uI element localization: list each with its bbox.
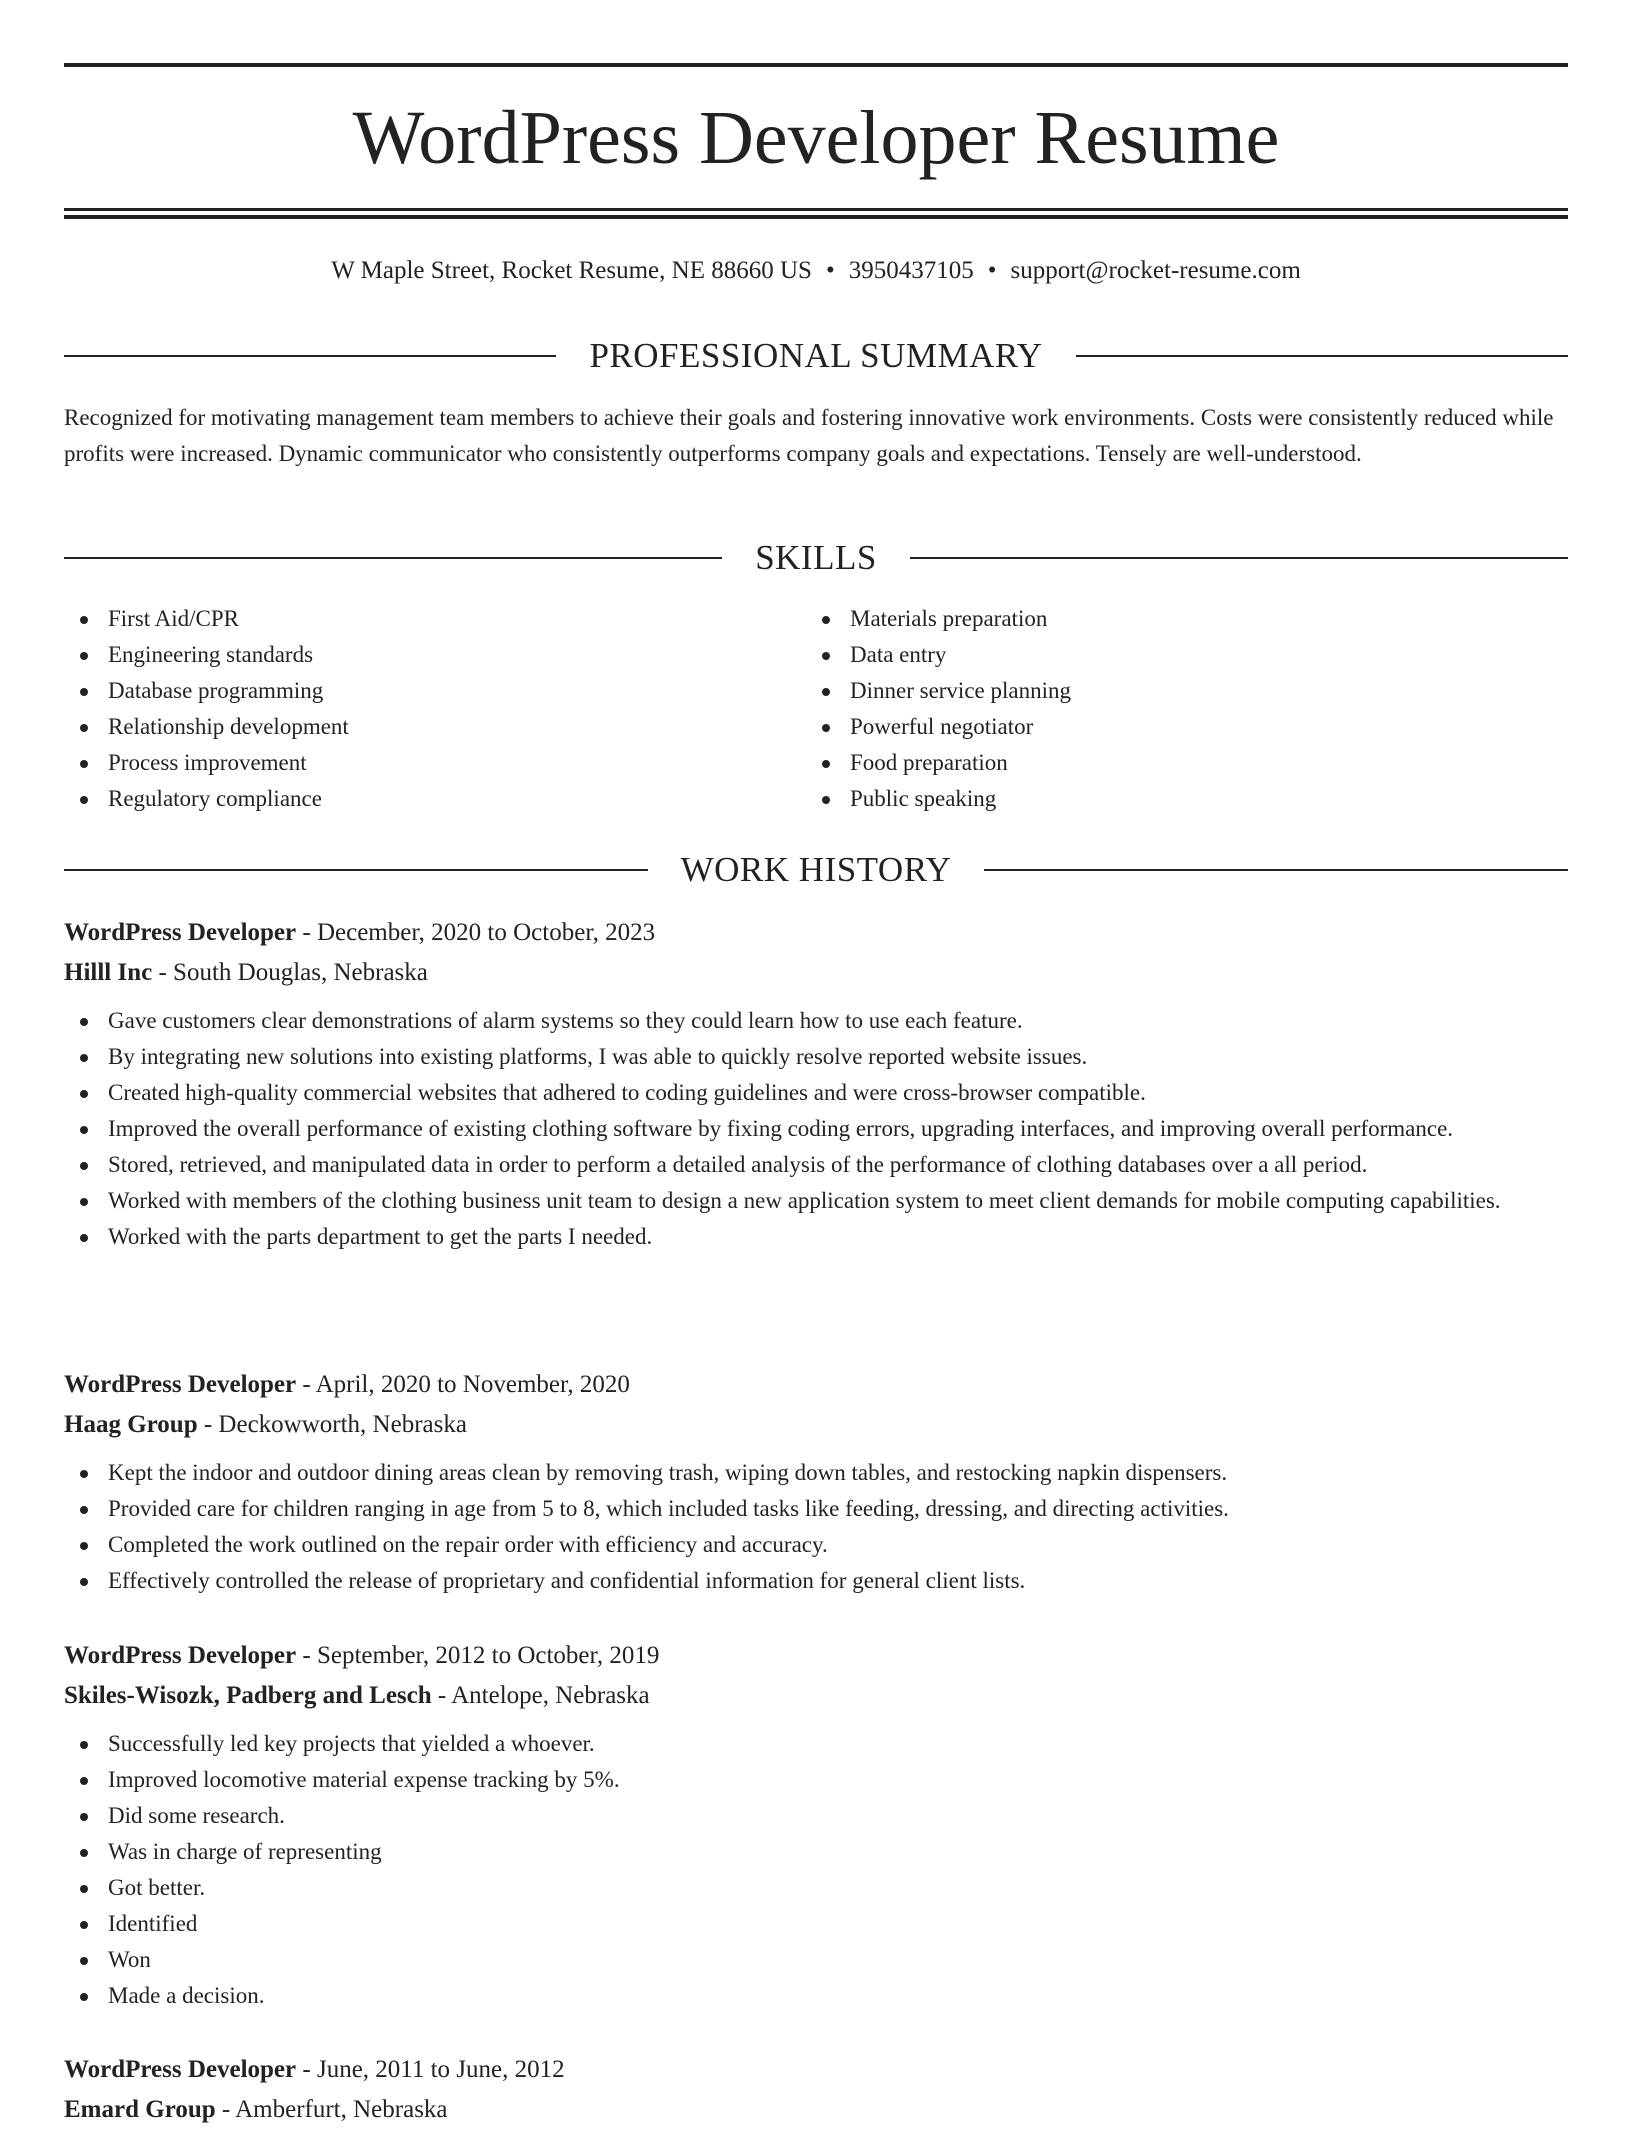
heading-rule-left: [64, 355, 556, 357]
job-title-line: [64, 1636, 1568, 1676]
contact-line: [64, 254, 1568, 288]
summary-paragraph: Recognized for motivating management team members to achieve their goals and fostering innovative work environments. Costs were consistently reduced while profits were increased. Dynamic communicator who consistently outperforms company goals and expectations. Tensely are well-understood.: [64, 405, 1554, 466]
contact-phone: 3950437105: [848, 257, 974, 284]
section-heading-work: [64, 848, 1568, 892]
job-location: - South Douglas, Nebraska: [152, 959, 428, 986]
job-bullet: Provided care for children ranging in age from 5 to 8, which included tasks like feeding, dressing, and directing activities.: [64, 1491, 1568, 1527]
job-bullet: Identified: [64, 1906, 1568, 1942]
skills-list-right: [806, 601, 1506, 817]
job-company-line: [64, 1676, 1568, 1716]
job-bullets: [64, 1455, 1568, 1599]
section-title-skills: SKILLS: [755, 538, 877, 577]
job-role: WordPress Developer: [64, 919, 297, 946]
skill-item: Public speaking: [806, 781, 1506, 817]
skill-item: Process improvement: [64, 745, 764, 781]
job-dates: - June, 2011 to June, 2012: [296, 2056, 565, 2083]
job-bullets: [64, 1003, 1568, 1255]
job-bullet: Got better.: [64, 1870, 1568, 1906]
job-bullet: Successfully led key projects that yielded a whoever.: [64, 1726, 1568, 1762]
job-dates: - December, 2020 to October, 2023: [296, 919, 656, 946]
skill-item: Engineering standards: [64, 637, 764, 673]
job-bullet: Worked with the parts department to get the parts I needed.: [64, 1219, 1568, 1255]
job-role: WordPress Developer: [64, 2056, 297, 2083]
contact-address: W Maple Street, Rocket Resume, NE 88660 US: [331, 257, 812, 284]
job-bullet: Created high-quality commercial websites that adhered to coding guidelines and were cross-browser compatible.: [64, 1075, 1568, 1111]
job-bullet: Was in charge of representing: [64, 1834, 1568, 1870]
job-role: WordPress Developer: [64, 1371, 297, 1398]
job-location: - Antelope, Nebraska: [431, 1682, 650, 1709]
job-bullet: Won: [64, 1942, 1568, 1978]
job-entry: [64, 1365, 1568, 1599]
contact-separator: •: [987, 257, 997, 284]
section-heading-summary: [64, 334, 1568, 378]
skill-item: Data entry: [806, 637, 1506, 673]
title-rule-lower: [64, 215, 1568, 219]
heading-rule-right: [1076, 355, 1568, 357]
heading-rule-right: [910, 557, 1568, 559]
job-company-line: [64, 953, 1568, 993]
skill-item: Database programming: [64, 673, 764, 709]
skill-item: Powerful negotiator: [806, 709, 1506, 745]
job-bullet: Improved the overall performance of existing clothing software by fixing coding errors, upgrading interfaces, and improving overall performance.: [64, 1111, 1568, 1147]
job-company-line: [64, 2090, 1568, 2130]
section-title-summary: PROFESSIONAL SUMMARY: [589, 336, 1043, 375]
title-rule-upper: [64, 208, 1568, 211]
job-entry: [64, 1636, 1568, 2014]
contact-separator: •: [825, 257, 835, 284]
job-entry: [64, 2050, 1568, 2130]
top-rule: [64, 63, 1568, 67]
job-dates: - September, 2012 to October, 2019: [296, 1642, 660, 1669]
skill-item: Regulatory compliance: [64, 781, 764, 817]
heading-rule-left: [64, 869, 648, 871]
job-bullet: Stored, retrieved, and manipulated data in order to perform a detailed analysis of the performance of clothing databases over a all period.: [64, 1147, 1568, 1183]
skill-item: Dinner service planning: [806, 673, 1506, 709]
heading-rule-right: [984, 869, 1568, 871]
skill-item: First Aid/CPR: [64, 601, 764, 637]
job-company: Skiles-Wisozk, Padberg and Lesch: [64, 1682, 432, 1709]
contact-email: support@rocket-resume.com: [1010, 257, 1301, 284]
page-title: WordPress Developer Resume: [352, 96, 1280, 180]
job-bullet: Gave customers clear demonstrations of alarm systems so they could learn how to use each feature.: [64, 1003, 1568, 1039]
job-bullets: [64, 1726, 1568, 2014]
job-title-line: [64, 913, 1568, 953]
job-entry: [64, 913, 1568, 1255]
job-bullet: Kept the indoor and outdoor dining areas clean by removing trash, wiping down tables, and restocking napkin dispensers.: [64, 1455, 1568, 1491]
job-location: - Amberfurt, Nebraska: [215, 2096, 448, 2123]
job-title-line: [64, 2050, 1568, 2090]
job-bullet: Effectively controlled the release of proprietary and confidential information for general client lists.: [64, 1563, 1568, 1599]
job-location: - Deckowworth, Nebraska: [197, 1411, 467, 1438]
section-heading-skills: [64, 536, 1568, 580]
job-bullet: Completed the work outlined on the repair order with efficiency and accuracy.: [64, 1527, 1568, 1563]
job-company: Haag Group: [64, 1411, 198, 1438]
skill-item: Food preparation: [806, 745, 1506, 781]
heading-rule-left: [64, 557, 722, 559]
job-title-line: [64, 1365, 1568, 1405]
job-bullet: Improved locomotive material expense tracking by 5%.: [64, 1762, 1568, 1798]
job-bullet: By integrating new solutions into existing platforms, I was able to quickly resolve reported website issues.: [64, 1039, 1568, 1075]
job-company: Hilll Inc: [64, 959, 153, 986]
job-role: WordPress Developer: [64, 1642, 297, 1669]
job-bullet: Worked with members of the clothing business unit team to design a new application system to meet client demands for mobile computing capabilities.: [64, 1183, 1568, 1219]
skills-list-left: [64, 601, 764, 817]
section-title-work: WORK HISTORY: [680, 850, 952, 889]
job-bullet: Did some research.: [64, 1798, 1568, 1834]
skill-item: Materials preparation: [806, 601, 1506, 637]
skill-item: Relationship development: [64, 709, 764, 745]
job-bullet: Made a decision.: [64, 1978, 1568, 2014]
job-company: Emard Group: [64, 2096, 216, 2123]
job-dates: - April, 2020 to November, 2020: [296, 1371, 630, 1398]
job-company-line: [64, 1405, 1568, 1445]
